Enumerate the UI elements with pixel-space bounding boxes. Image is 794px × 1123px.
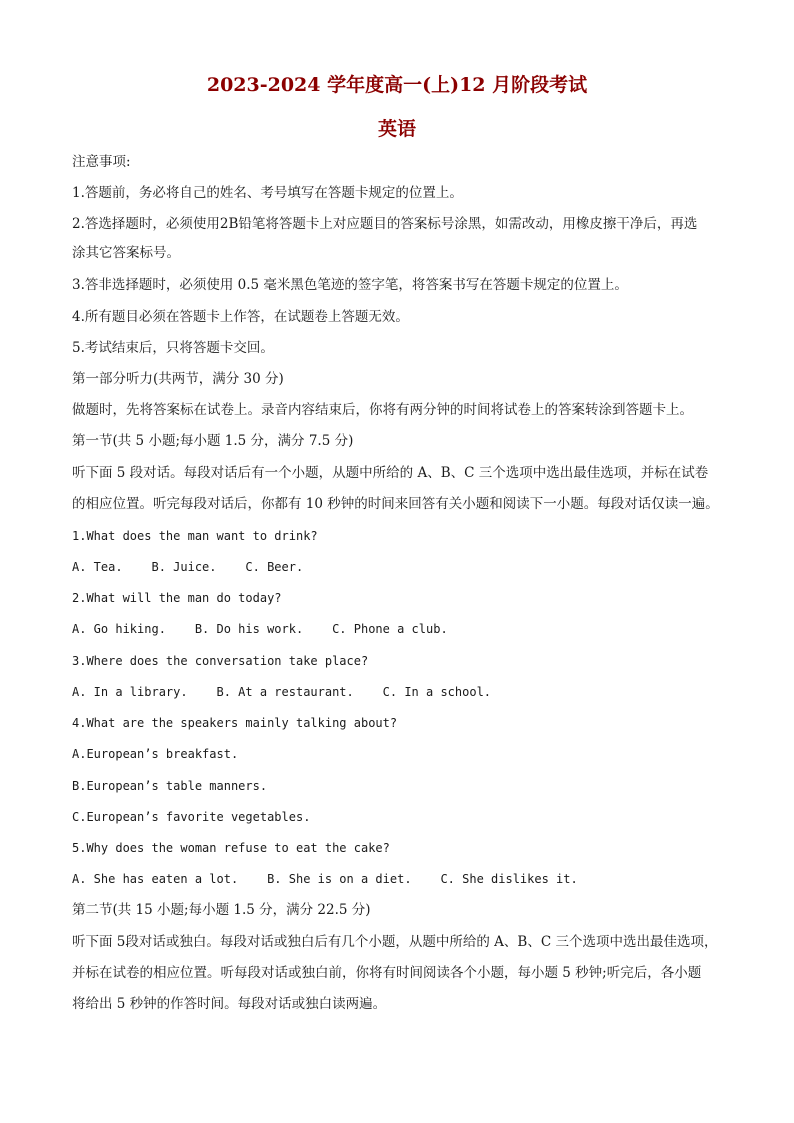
- question-5: 5.Why does the woman refuse to eat the cake?: [72, 841, 390, 855]
- section1-instruction-line1: 听下面 5 段对话。每段对话后有一个小题，从题中所给的 A、B、C 三个选项中选出最佳选项，并标在试卷: [72, 465, 709, 481]
- question-4-option-a: A.European’s breakfast.: [72, 747, 239, 761]
- section1-instruction-line2: 的相应位置。听完每段对话后，你都有 10 秒钟的时间来回答有关小题和阅读下一小题。每段对话仅读一遍。: [72, 496, 719, 512]
- note-item-3: 3.答非选择题时，必须使用 0.5 毫米黑色笔迹的签字笔，将答案书写在答题卡规定的位置上。: [72, 277, 628, 293]
- question-4: 4.What are the speakers mainly talking about?: [72, 716, 398, 730]
- section2-heading: 第二节(共 15 小题;每小题 1.5 分，满分 22.5 分): [72, 902, 371, 918]
- question-4-option-b: B.European’s table manners.: [72, 779, 268, 793]
- question-2: 2.What will the man do today?: [72, 591, 282, 605]
- question-5-options: A. She has eaten a lot. B. She is on a diet. C. She dislikes it.: [72, 872, 578, 886]
- exam-title: 2023-2024 学年度高一(上)12 月阶段考试: [206, 74, 588, 96]
- part1-heading: 第一部分听力(共两节，满分 30 分): [72, 371, 284, 387]
- question-1: 1.What does the man want to drink?: [72, 529, 318, 543]
- question-4-option-c: C.European’s favorite vegetables.: [72, 810, 311, 824]
- exam-subject: 英语: [377, 118, 416, 140]
- question-3-options: A. In a library. B. At a restaurant. C. In a school.: [72, 685, 492, 699]
- part1-instruction: 做题时，先将答案标在试卷上。录音内容结束后，你将有两分钟的时间将试卷上的答案转涂到答题卡上。: [72, 402, 693, 418]
- note-item-5: 5.考试结束后，只将答题卡交回。: [72, 340, 274, 356]
- section2-instruction-line2: 并标在试卷的相应位置。听每段对话或独白前，你将有时间阅读各个小题，每小题 5 秒钟;听完后，各小题: [72, 965, 702, 981]
- question-1-options: A. Tea. B. Juice. C. Beer.: [72, 560, 304, 574]
- note-item-4: 4.所有题目必须在答题卡上作答，在试题卷上答题无效。: [72, 309, 409, 325]
- section2-instruction-line3: 将给出 5 秒钟的作答时间。每段对话或独白读两遍。: [72, 996, 387, 1012]
- note-item-2-cont: 涂其它答案标号。: [72, 245, 180, 261]
- note-item-2: 2.答选择题时，必须使用2B铅笔将答题卡上对应题目的答案标号涂黑，如需改动，用橡皮擦干净后，再选: [72, 216, 698, 232]
- note-item-1: 1.答题前，务必将自己的姓名、考号填写在答题卡规定的位置上。: [72, 185, 463, 201]
- question-2-options: A. Go hiking. B. Do his work. C. Phone a club.: [72, 622, 448, 636]
- section2-instruction-line1: 听下面 5段对话或独白。每段对话或独白后有几个小题，从题中所给的 A、B、C 三个选项中选出最佳选项，: [72, 934, 718, 950]
- notes-heading: 注意事项:: [72, 154, 131, 170]
- section1-heading: 第一节(共 5 小题;每小题 1.5 分，满分 7.5 分): [72, 433, 354, 449]
- question-3: 3.Where does the conversation take place?: [72, 654, 369, 668]
